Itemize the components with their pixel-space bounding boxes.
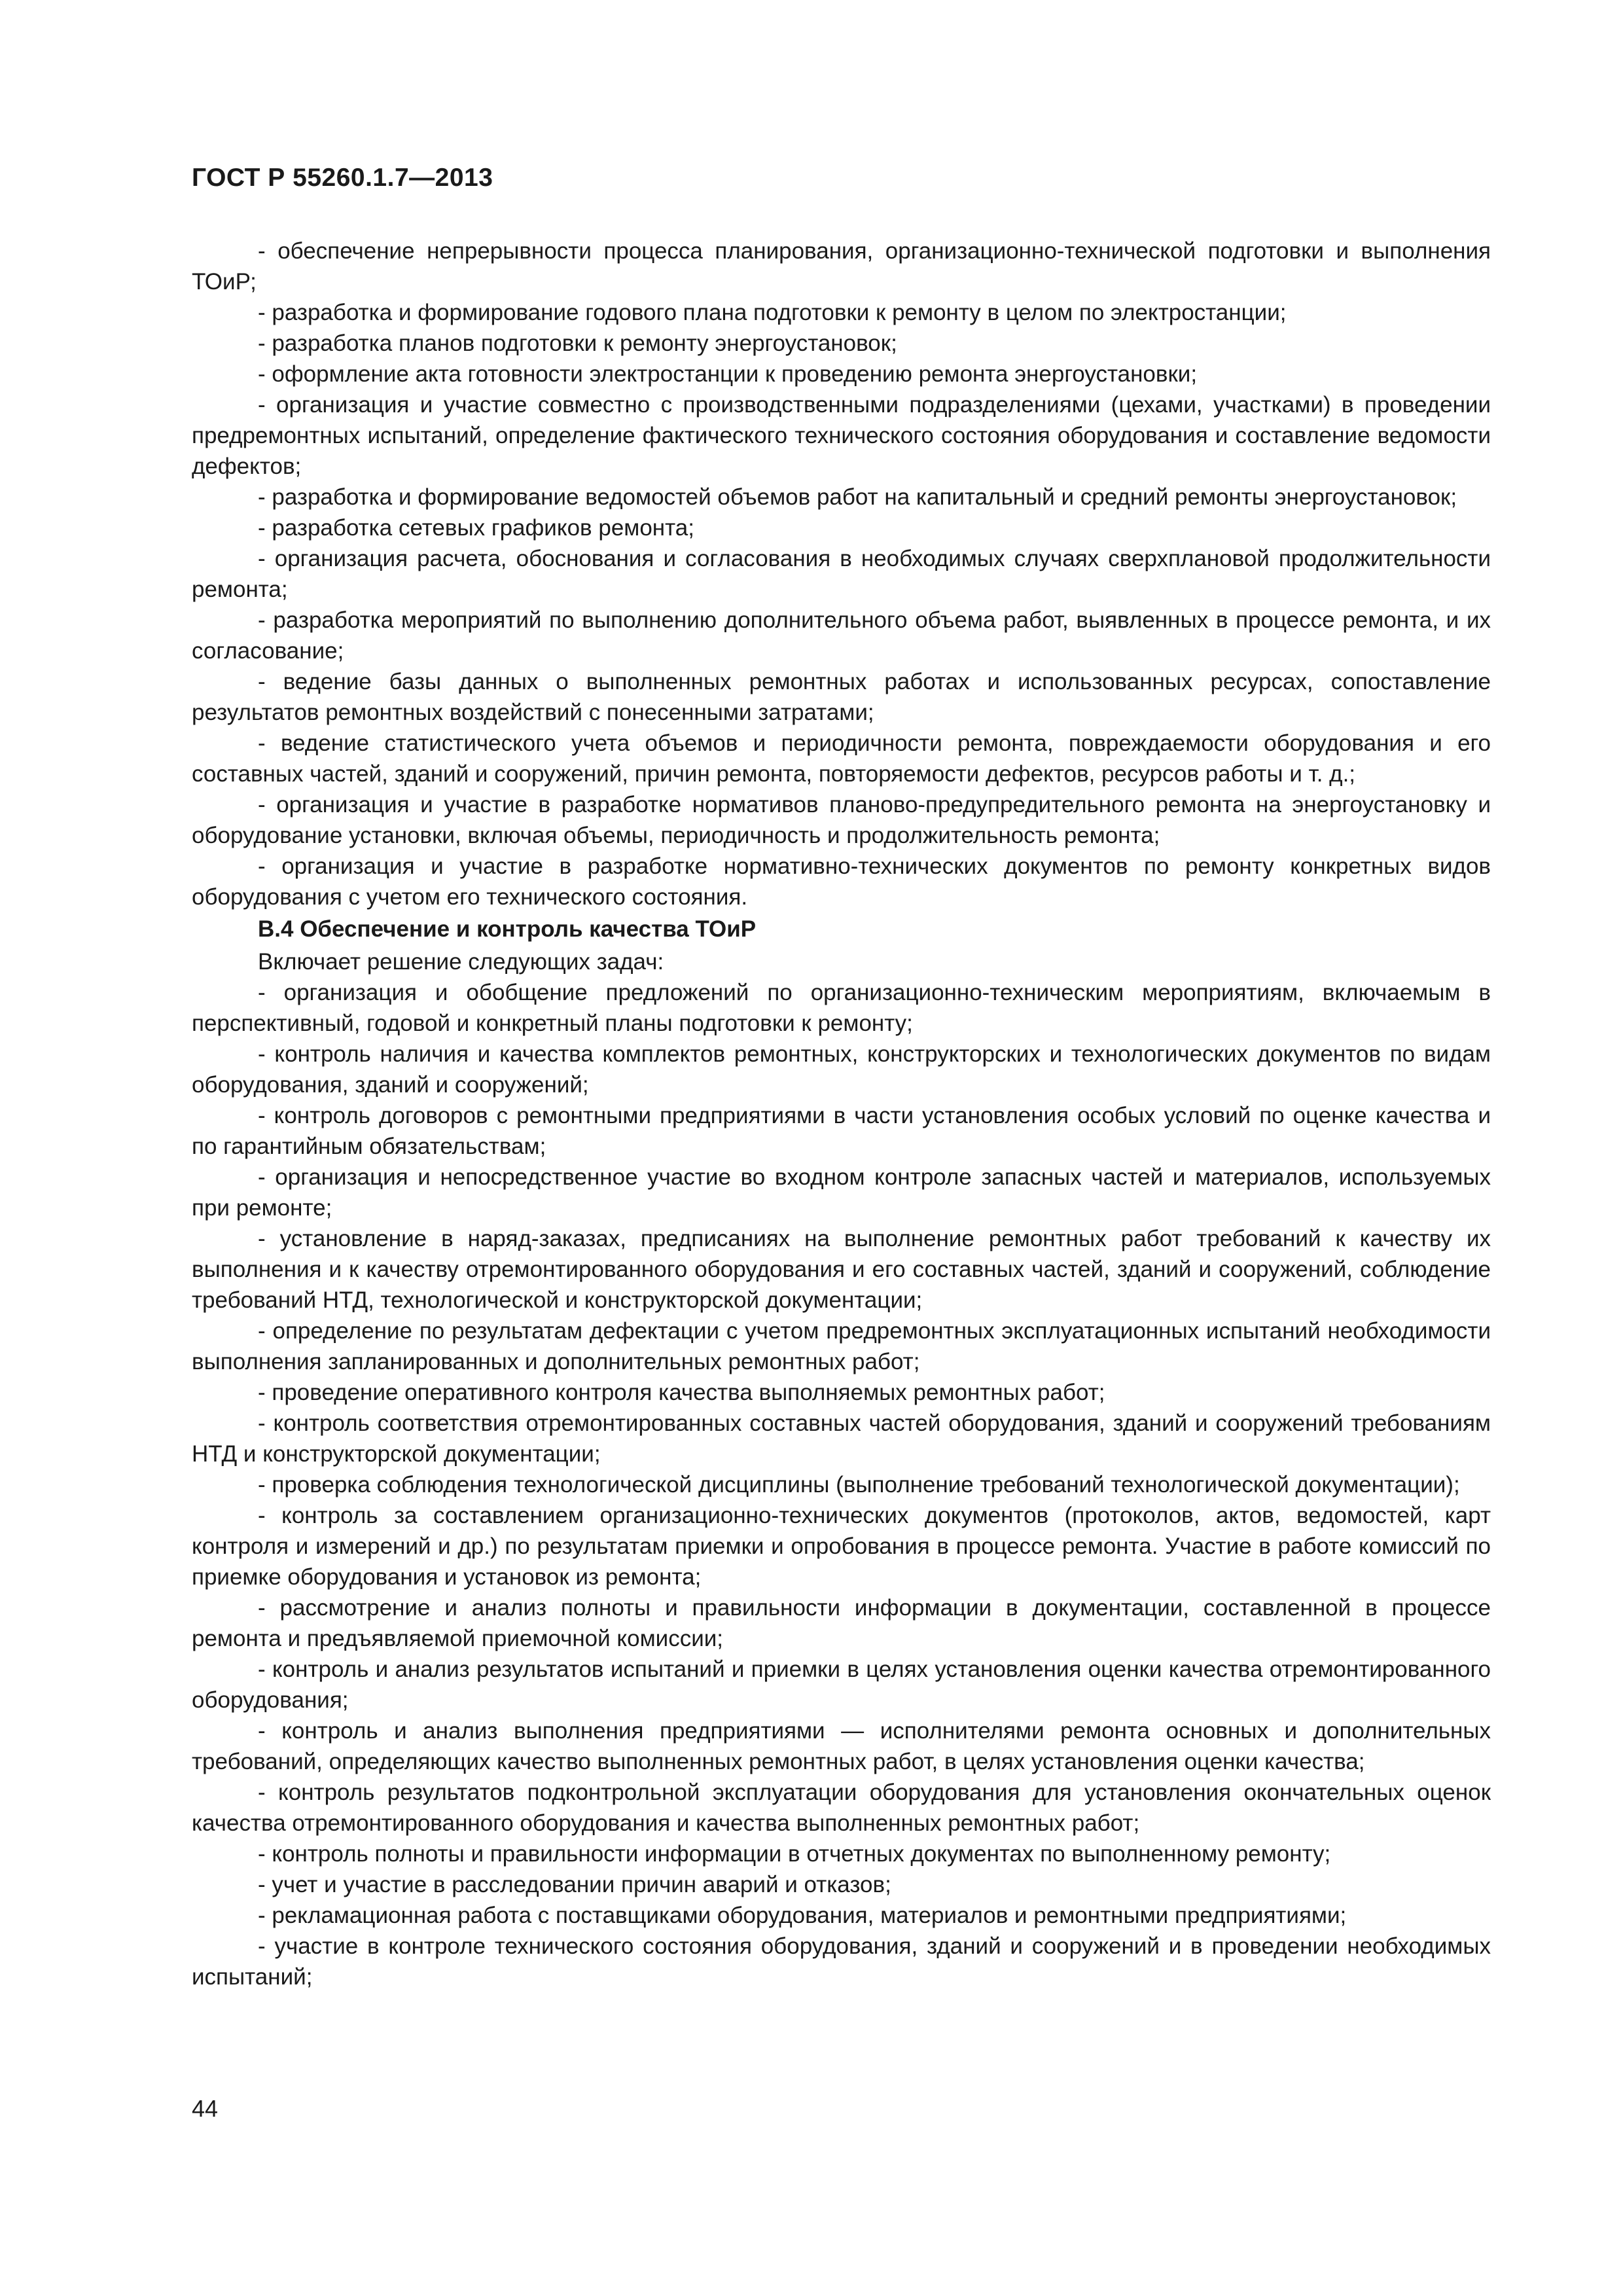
list-item: - контроль результатов подконтрольной эксплуатации оборудования для установления окончательных оценок качества отремонтированного оборудования и качества выполненных ремонтных работ; (192, 1780, 1491, 1836)
list-item: - обеспечение непрерывности процесса планирования, организационно-технической подготовки и выполнения ТОиР; (192, 238, 1491, 295)
section-heading: В.4 Обеспечение и контроль качества ТОиР (258, 916, 757, 942)
list-item: - организация и участие в разработке нормативно-технических документов по ремонту конкретных видов оборудования с учетом его технического состояния. (192, 853, 1491, 910)
list-item: - рассмотрение и анализ полноты и правильности информации в документации, составленной в процессе ремонта и предъявляемой приемочной комиссии; (192, 1595, 1491, 1651)
list-item: - организация и участие в разработке нормативов планово-предупредительного ремонта на энергоустановку и оборудование установки, включая объемы, периодичность и продолжительность ремонта; (192, 792, 1491, 848)
list-item: - контроль и анализ выполнения предприятиями — исполнителями ремонта основных и дополнительных требований, определяющих качество выполненных ремонтных работ, в целях установления оценки качества; (192, 1718, 1491, 1774)
page-number: 44 (192, 2095, 219, 2122)
list-item: - контроль за составлением организационно-технических документов (протоколов, актов, ведомостей, карт контроля и измерений и др.) по результатам приемки и опробования в процессе ремонта. Участие в работе комиссий по приемке оборудования и установок из ремонта; (192, 1503, 1491, 1590)
list-item: - организация и обобщение предложений по организационно-техническим мероприятиям, включаемым в перспективный, годовой и конкретный планы подготовки к ремонту; (192, 980, 1491, 1036)
list-item: - оформление акта готовности электростанции к проведению ремонта энергоустановки; (258, 361, 1198, 387)
list-item: - контроль договоров с ремонтными предприятиями в части установления особых условий по оценке качества и по гарантийным обязательствам; (192, 1103, 1491, 1159)
list-item: - контроль соответствия отремонтированных составных частей оборудования, зданий и сооружений требованиям НТД и конструкторской документации; (192, 1410, 1491, 1467)
list-item: - разработка и формирование годового плана подготовки к ремонту в целом по электростанции; (258, 300, 1287, 325)
task-list-after (192, 977, 1491, 1992)
page-body (192, 236, 1491, 1992)
list-item: - определение по результатам дефектации с учетом предремонтных эксплуатационных испытаний необходимости выполнения запланированных и дополнительных ремонтных работ; (192, 1318, 1491, 1374)
list-item: - установление в наряд-заказах, предписаниях на выполнение ремонтных работ требований к качеству их выполнения и к качеству отремонтированного оборудования и его составных частей, зданий и сооружений, соблюдение требований НТД, технологической и конструкторской документации; (192, 1226, 1491, 1313)
list-item: - ведение базы данных о выполненных ремонтных работах и использованных ресурсах, сопоставление результатов ремонтных воздействий с понесенными затратами; (192, 669, 1491, 725)
list-item: - контроль и анализ результатов испытаний и приемки в целях установления оценки качества отремонтированного оборудования; (192, 1657, 1491, 1713)
list-item: - ведение статистического учета объемов и периодичности ремонта, повреждаемости оборудования и его составных частей, зданий и сооружений, причин ремонта, повторяемости дефектов, ресурсов работы и т. д.; (192, 730, 1491, 787)
list-item: - рекламационная работа с поставщиками оборудования, материалов и ремонтными предприятиями; (258, 1903, 1347, 1928)
list-item: - проведение оперативного контроля качества выполняемых ремонтных работ; (258, 1380, 1105, 1405)
list-item: - разработка и формирование ведомостей объемов работ на капитальный и средний ремонты энергоустановок; (258, 484, 1457, 510)
list-item: - контроль наличия и качества комплектов ремонтных, конструкторских и технологических документов по видам оборудования, зданий и сооружений; (192, 1041, 1491, 1098)
list-item: - проверка соблюдения технологической дисциплины (выполнение требований технологической документации); (258, 1472, 1460, 1498)
list-item: - контроль полноты и правильности информации в отчетных документах по выполненному ремонту; (258, 1841, 1331, 1867)
list-item: - учет и участие в расследовании причин аварий и отказов; (258, 1872, 891, 1897)
list-item: - разработка сетевых графиков ремонта; (258, 515, 694, 541)
list-item: - организация и участие совместно с производственными подразделениями (цехами, участками) в проведении предремонтных испытаний, определение фактического технического состояния оборудования и составление ведомости дефектов; (192, 392, 1491, 479)
list-item: - участие в контроле технического состояния оборудования, зданий и сооружений и в проведении необходимых испытаний; (192, 1933, 1491, 1990)
list-item: - разработка мероприятий по выполнению дополнительного объема работ, выявленных в процессе ремонта, и их согласование; (192, 607, 1491, 664)
list-item: - организация расчета, обоснования и согласования в необходимых случаях сверхплановой продолжительности ремонта; (192, 546, 1491, 602)
list-item: - организация и непосредственное участие во входном контроле запасных частей и материалов, используемых при ремонте; (192, 1164, 1491, 1221)
section-intro: Включает решение следующих задач: (258, 949, 664, 975)
task-list-before (192, 236, 1491, 912)
standard-designation-header: ГОСТ Р 55260.1.7—2013 (192, 164, 493, 192)
list-item: - разработка планов подготовки к ремонту энергоустановок; (258, 331, 897, 356)
